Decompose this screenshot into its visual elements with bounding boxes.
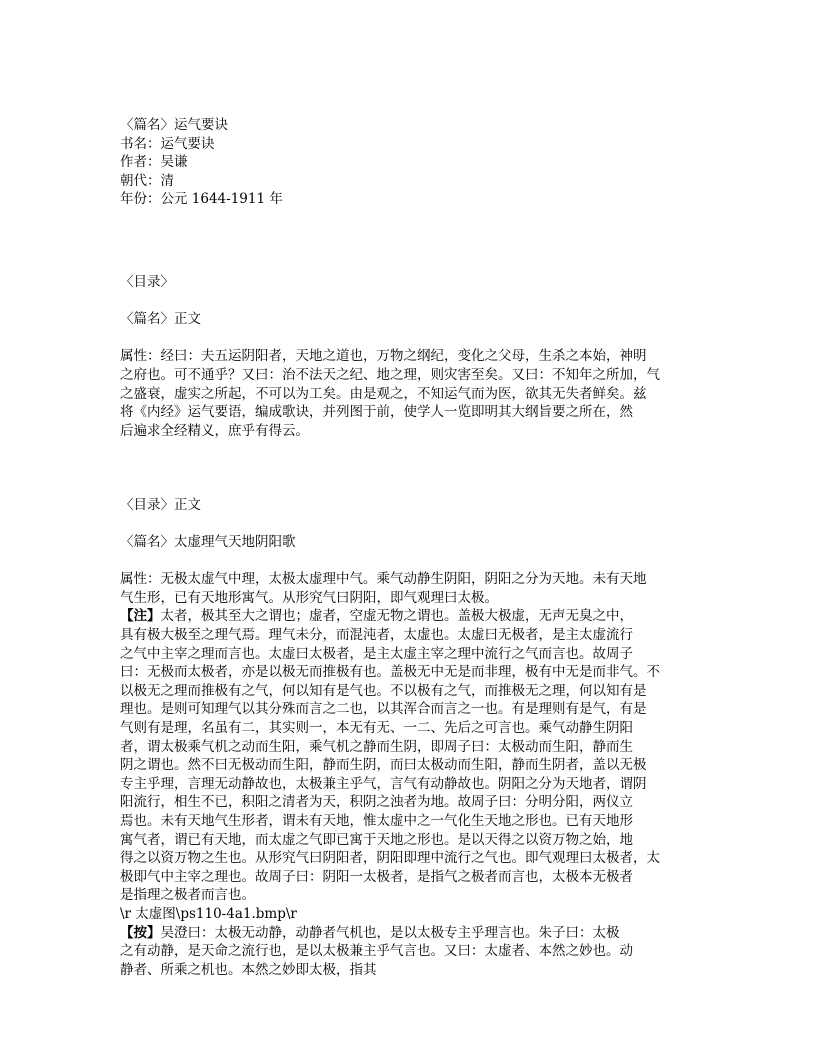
note-line: 气则有是理，名虽有二，其实则一，本无有无、一二、先后之可言也。乘气动静生阴阳: [120, 720, 633, 737]
note-line: 之气中主宰之理而言也。太虚曰太极者，是主太虚主宰之理中流行之气而言也。故周子: [120, 645, 633, 662]
note-line: 极即气中主宰之理也。故周子曰：阴阳一太极者，是指气之极者而言也，太极本无极者: [120, 868, 633, 885]
chapter-title: 〈篇名〉正文: [120, 311, 201, 328]
note-line: 阳流行，相生不已，积阳之清者为天，积阴之浊者为地。故周子曰：分明分阳，两仪立: [120, 794, 633, 811]
note-line: 阴之谓也。然不曰无极动而生阳，静而生阴，而曰太极动而生阳，静而生阴者，盖以无极: [120, 757, 647, 774]
chapter-title: 〈篇名〉太虚理气天地阴阳歌: [120, 534, 296, 551]
attr-line: 属性：无极太虚气中理，太极太虚理中气。乘气动静生阴阳，阴阳之分为天地。未有天地: [120, 571, 647, 588]
comment-text: 吴澄曰：太极无动静，动静者气机也，是以太极专主乎理言也。朱子曰：太极: [160, 924, 620, 941]
years-line: 年份：公元 1644-1911 年: [120, 191, 283, 208]
note-line: 具有极大极至之理气焉。理气未分，而混沌者，太虚也。太虚曰无极者，是主太虚流行: [120, 627, 633, 644]
author-line: 作者：吴谦: [120, 154, 188, 171]
body-section: [120, 570, 690, 979]
toc-heading: [120, 496, 690, 515]
preface-line: 之盛衰，虚实之所起，不可以为工矣。由是观之，不知运气而为医，欲其无失者鲜矣。兹: [120, 385, 647, 402]
dynasty-line: 朝代：清: [120, 172, 174, 189]
toc-label: 〈目录〉: [120, 273, 174, 290]
chapter-heading: [120, 310, 690, 329]
preface-line: 将《内经》运气要语，编成歌诀，并列图于前，使学人一览即明其大纲旨要之所在，然: [120, 404, 633, 421]
comment-first-line: [120, 924, 690, 943]
note-line: 曰：无极而太极者，亦是以极无而推极有也。盖极无中无是而非理，极有中无是而非气。不: [120, 664, 660, 681]
book-name-line: 书名：运气要诀: [120, 135, 215, 152]
note-line: 以极无之理而推极有之气，何以知有是气也。不以极有之气，而推极无之理，何以知有是: [120, 682, 647, 699]
note-line: 理也。是则可知理气以其分殊而言之二也，以其浑合而言之一也。有是理则有是气，有是: [120, 701, 647, 718]
note-text: 太者，极其至大之谓也；虚者，空虚无物之谓也。盖极大极虚，无声无臭之中，: [160, 608, 633, 625]
toc-heading: [120, 273, 690, 292]
comment-line: 之有动静，是天命之流行也，是以太极兼主乎气言也。又曰：太虚者、本然之妙也。动: [120, 943, 633, 960]
chapter-heading: [120, 533, 690, 552]
preface-line: 后遍求全经精义，庶乎有得云。: [120, 422, 309, 439]
image-reference: \r 太虚图\ps110-4a1.bmp\r: [120, 905, 297, 922]
preface-paragraph: [120, 347, 690, 440]
note-line: 寓气者，谓已有天地，而太虚之气即已寓于天地之形也。是以天得之以资万物之始，地: [120, 831, 633, 848]
spacer: [120, 459, 690, 496]
preface-line: 属性：经曰：夫五运阴阳者，天地之道也，万物之纲纪，变化之父母，生杀之本始，神明: [120, 348, 647, 365]
note-tag: 【注】: [120, 608, 161, 625]
document-page: [120, 116, 690, 979]
spacer: [120, 209, 690, 264]
title-line: 〈篇名〉运气要诀: [120, 117, 228, 133]
toc-label: 〈目录〉正文: [120, 496, 201, 513]
note-line: 得之以资万物之生也。从形究气曰阴阳者，阴阳即理中流行之气也。即气观理曰太极者，太: [120, 850, 660, 867]
note-line: 专主乎理，言理无动静故也，太极兼主乎气，言气有动静故也。阴阳之分为天地者，谓阴: [120, 775, 647, 792]
header-block: [120, 116, 690, 209]
preface-line: 之府也。可不通乎？又曰：治不法天之纪、地之理，则灾害至矣。又曰：不知年之所加，气: [120, 366, 660, 383]
note-line: 者，谓太极乘气机之动而生阳，乘气机之静而生阴，即周子曰：太极动而生阳，静而生: [120, 738, 633, 755]
note-line: 焉也。未有天地气生形者，谓未有天地，惟太虚中之一气化生天地之形也。已有天地形: [120, 813, 633, 829]
note-first-line: [120, 607, 690, 626]
comment-line: 静者、所乘之机也。本然之妙即太极，指其: [120, 961, 377, 978]
note-line: 是指理之极者而言也。: [120, 887, 255, 904]
attr-line: 气生形，已有天地形寓气。从形究气曰阴阳，即气观理曰太极。: [120, 589, 498, 606]
comment-tag: 【按】: [120, 924, 161, 941]
